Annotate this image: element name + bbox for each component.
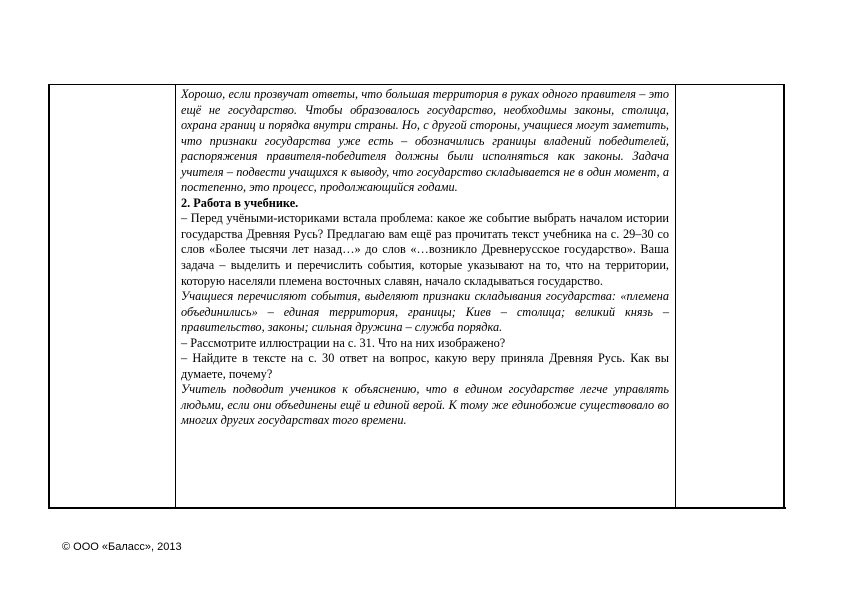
- lesson-content-cell: [181, 87, 669, 429]
- border-corner: [784, 507, 786, 509]
- column-divider-right: [675, 85, 676, 507]
- column-divider-left: [175, 85, 176, 507]
- copyright-footer: © ООО «Баласс», 2013: [62, 541, 182, 553]
- lesson-table: [48, 84, 785, 509]
- teacher-note-paragraph: Хорошо, если прозвучат ответы, что большая территория в руках одного правителя – это ещё не государство. Чтобы образовалось государство, необходимы законы, столица, охрана границ и порядка внутри страны. Но, с другой стороны, учащиеся могут заметить, что признаки государства уже есть – обозначились границы владений победителей, распоряжения правителя-победителя должны были исполняться как законы. Задача учителя – подвести учащихся к выводу, что государство складывается не в один момент, а постепенно, это процесс, продолжающийся годами.: [181, 87, 669, 195]
- student-response-paragraph: Учащиеся перечисляют события, выделяют признаки складывания государства: «племена объединились» – единая территория, границы; Киев – столица; великий князь – правительство, законы; сильная дружина – служба порядка.: [181, 289, 669, 335]
- question-paragraph: – Найдите в тексте на с. 30 ответ на вопрос, какую веру приняла Древняя Русь. Как вы думаете, почему?: [181, 351, 669, 381]
- section-heading: 2. Работа в учебнике.: [181, 195, 299, 210]
- question-paragraph: – Рассмотрите иллюстрации на с. 31. Что на них изображено?: [181, 335, 506, 350]
- teacher-instruction-paragraph: – Перед учёными-историками встала проблема: какое же событие выбрать началом истории государства Древняя Русь? Предлагаю вам ещё раз прочитать текст учебника на с. 29–30 со слов «Более тысячи лет назад…» до слов «…возникло Древнерусское государство». Ваша задача – выделить и перечислить события, которые указывают на то, что на территории, которую населяли племена восточных славян, начало складываться государство.: [181, 211, 669, 288]
- teacher-conclusion-paragraph: Учитель подводит учеников к объяснению, что в едином государстве легче управлять людьми, если они объединены ещё и единой верой. К тому же единобожие существовало во многих других государствах того времени.: [181, 382, 669, 428]
